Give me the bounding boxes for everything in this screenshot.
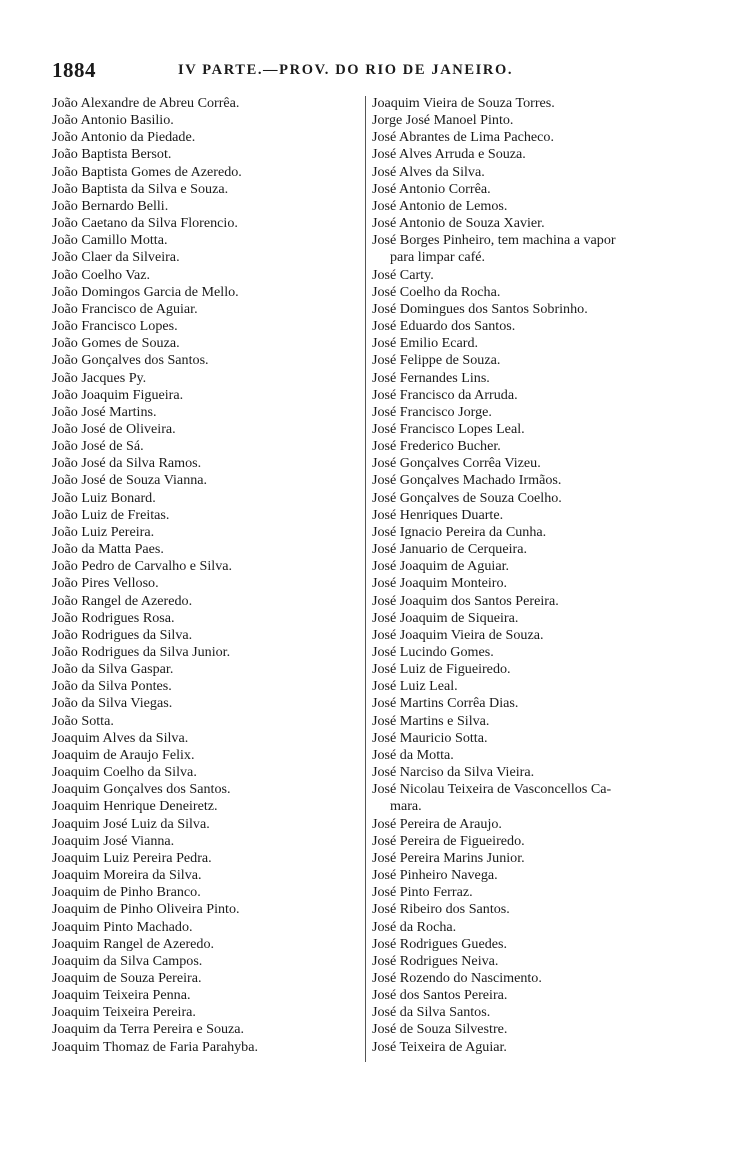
list-item: João da Matta Paes.	[52, 541, 164, 558]
right-column-list	[372, 95, 702, 1056]
list-item: José Joaquim Monteiro.	[372, 575, 508, 592]
list-item: José Narciso da Silva Vieira.	[372, 764, 535, 781]
list-item: José da Motta.	[372, 746, 454, 763]
list-item: José Antonio de Lemos.	[372, 197, 508, 214]
list-item: José Joaquim dos Santos Pereira.	[372, 592, 559, 609]
list-item: José Antonio de Souza Xavier.	[372, 215, 545, 232]
list-item: João Luiz de Freitas.	[52, 506, 170, 523]
list-item: Joaquim Luiz Pereira Pedra.	[52, 849, 212, 866]
list-item: João Rangel de Azeredo.	[52, 592, 193, 609]
list-item: José Joaquim Vieira de Souza.	[372, 626, 544, 643]
list-item: João da Silva Gaspar.	[52, 661, 174, 678]
list-item: Joaquim Vieira de Souza Torres.	[372, 95, 555, 111]
list-item: José da Rocha.	[372, 918, 457, 935]
list-item: José Francisco Jorge.	[372, 403, 492, 420]
list-item: João Rodrigues da Silva Junior.	[52, 644, 231, 660]
list-item: Joaquim de Araujo Felix.	[52, 746, 195, 763]
list-item: José Pereira de Figueiredo.	[372, 832, 525, 849]
list-item: João José de Souza Vianna.	[52, 472, 208, 489]
list-item: José Gonçalves de Souza Coelho.	[372, 489, 562, 506]
list-item: José Rodrigues Guedes.	[372, 935, 508, 952]
list-item: Joaquim Teixeira Pereira.	[52, 1004, 196, 1021]
list-item: João Alexandre de Abreu Corrêa.	[52, 95, 240, 111]
list-item: José Domingues dos Santos Sobrinho.	[372, 300, 588, 317]
list-item: João Francisco de Aguiar.	[52, 300, 198, 317]
list-item: José Felippe de Souza.	[372, 352, 501, 369]
list-item: José Ribeiro dos Santos.	[372, 901, 510, 918]
list-item: José dos Santos Pereira.	[372, 987, 508, 1004]
list-item: João Domingos Garcia de Mello.	[52, 283, 239, 300]
list-item: José Luiz Leal.	[372, 678, 458, 695]
list-item: Joaquim da Terra Pereira e Souza.	[52, 1021, 245, 1038]
list-item: José Abrantes de Lima Pacheco.	[372, 129, 554, 146]
list-item: João Joaquim Figueira.	[52, 386, 184, 403]
list-item: João Antonio da Piedade.	[52, 129, 196, 146]
list-item: Joaquim Alves da Silva.	[52, 729, 189, 746]
list-item: João Coelho Vaz.	[52, 266, 150, 283]
list-item: José Antonio Corrêa.	[372, 180, 491, 197]
list-item: José Joaquim de Aguiar.	[372, 558, 510, 575]
list-item: José Ignacio Pereira da Cunha.	[372, 523, 547, 540]
running-head: IV PARTE.—PROV. DO RIO DE JANEIRO.	[178, 62, 514, 78]
list-item: Joaquim Rangel de Azeredo.	[52, 935, 215, 952]
list-item: Joaquim da Silva Campos.	[52, 952, 203, 969]
list-item: José Rodrigues Neiva.	[372, 952, 499, 969]
left-column-list	[52, 95, 360, 1056]
list-item: João Baptista da Silva e Souza.	[52, 180, 229, 197]
list-item: José Borges Pinheiro, tem machina a vapor	[372, 232, 616, 249]
list-item: João da Silva Viegas.	[52, 695, 173, 712]
list-item: João Luiz Pereira.	[52, 523, 155, 540]
list-item: José Mauricio Sotta.	[372, 729, 488, 746]
list-item: Joaquim Pinto Machado.	[52, 918, 193, 935]
list-item: José Coelho da Rocha.	[372, 283, 501, 300]
list-item: José Januario de Cerqueira.	[372, 541, 527, 558]
page-number: 1884	[52, 58, 96, 82]
list-item: José Pereira de Araujo.	[372, 815, 502, 832]
list-item: Joaquim Thomaz de Faria Parahyba.	[52, 1038, 258, 1055]
list-item: Joaquim José Luiz da Silva.	[52, 815, 210, 832]
list-item: Jorge José Manoel Pinto.	[372, 112, 514, 129]
list-item: José Teixeira de Aguiar.	[372, 1038, 507, 1055]
list-item: João José da Silva Ramos.	[52, 455, 202, 472]
list-item: José Rozendo do Nascimento.	[372, 969, 542, 986]
list-item: José Joaquim de Siqueira.	[372, 609, 519, 626]
list-item: José Pinheiro Navega.	[372, 867, 498, 884]
list-item: Joaquim Gonçalves dos Santos.	[52, 781, 231, 798]
list-item: João Antonio Basilio.	[52, 112, 174, 129]
list-item: João Camillo Motta.	[52, 232, 168, 249]
list-item: José Pereira Marins Junior.	[372, 849, 525, 866]
list-item: João José de Sá.	[52, 438, 144, 455]
list-item: para limpar café.	[390, 249, 486, 266]
list-item: José Frederico Bucher.	[372, 438, 501, 455]
list-item: José Alves da Silva.	[372, 163, 485, 180]
list-item: José de Souza Silvestre.	[372, 1021, 508, 1038]
list-item: João Francisco Lopes.	[52, 318, 178, 335]
list-item: José Martins Corrêa Dias.	[372, 695, 519, 712]
list-item: João Claer da Silveira.	[52, 249, 180, 266]
list-item: João Baptista Bersot.	[52, 146, 172, 163]
list-item: João Bernardo Belli.	[52, 197, 169, 214]
list-item: Joaquim de Pinho Branco.	[52, 884, 201, 901]
list-item: José Gonçalves Machado Irmãos.	[372, 472, 562, 489]
list-item: João Gonçalves dos Santos.	[52, 352, 209, 369]
list-item: João Gomes de Souza.	[52, 335, 180, 352]
column-divider	[365, 96, 366, 1062]
list-item: João Pires Velloso.	[52, 575, 159, 592]
list-item: João José de Oliveira.	[52, 420, 176, 437]
list-item: José Nicolau Teixeira de Vasconcellos Ca-	[372, 781, 612, 798]
list-item: João Rodrigues da Silva.	[52, 626, 193, 643]
list-item: José Henriques Duarte.	[372, 506, 504, 523]
list-item: João da Silva Pontes.	[52, 678, 172, 695]
list-item: José Carty.	[372, 266, 434, 283]
page-header	[52, 58, 712, 88]
list-item: José Pinto Ferraz.	[372, 884, 473, 901]
list-item: Joaquim Henrique Deneiretz.	[52, 798, 218, 815]
list-item: José Alves Arruda e Souza.	[372, 146, 526, 163]
list-item: João Rodrigues Rosa.	[52, 609, 175, 626]
list-item: Joaquim Teixeira Penna.	[52, 987, 191, 1004]
list-item: Joaquim de Pinho Oliveira Pinto.	[52, 901, 240, 918]
list-item: José Luiz de Figueiredo.	[372, 661, 511, 678]
list-item: Joaquim de Souza Pereira.	[52, 969, 202, 986]
list-item: João Sotta.	[52, 712, 114, 729]
list-item: Joaquim Moreira da Silva.	[52, 867, 202, 884]
list-item: Joaquim José Vianna.	[52, 832, 175, 849]
list-item: João Caetano da Silva Florencio.	[52, 215, 238, 232]
list-item: Joaquim Coelho da Silva.	[52, 764, 197, 781]
list-item: José Eduardo dos Santos.	[372, 318, 516, 335]
list-item: José Martins e Silva.	[372, 712, 490, 729]
list-item: José da Silva Santos.	[372, 1004, 491, 1021]
list-item: José Lucindo Gomes.	[372, 644, 494, 660]
list-item: João Baptista Gomes de Azeredo.	[52, 163, 242, 180]
list-item: João Pedro de Carvalho e Silva.	[52, 558, 233, 575]
list-item: João Luiz Bonard.	[52, 489, 156, 506]
list-item: José Francisco Lopes Leal.	[372, 420, 525, 437]
list-item: José Emilio Ecard.	[372, 335, 479, 352]
list-item: mara.	[390, 798, 422, 815]
list-item: João José Martins.	[52, 403, 157, 420]
list-item: João Jacques Py.	[52, 369, 147, 386]
list-item: José Fernandes Lins.	[372, 369, 490, 386]
list-item: José Francisco da Arruda.	[372, 386, 518, 403]
list-item: José Gonçalves Corrêa Vizeu.	[372, 455, 541, 472]
